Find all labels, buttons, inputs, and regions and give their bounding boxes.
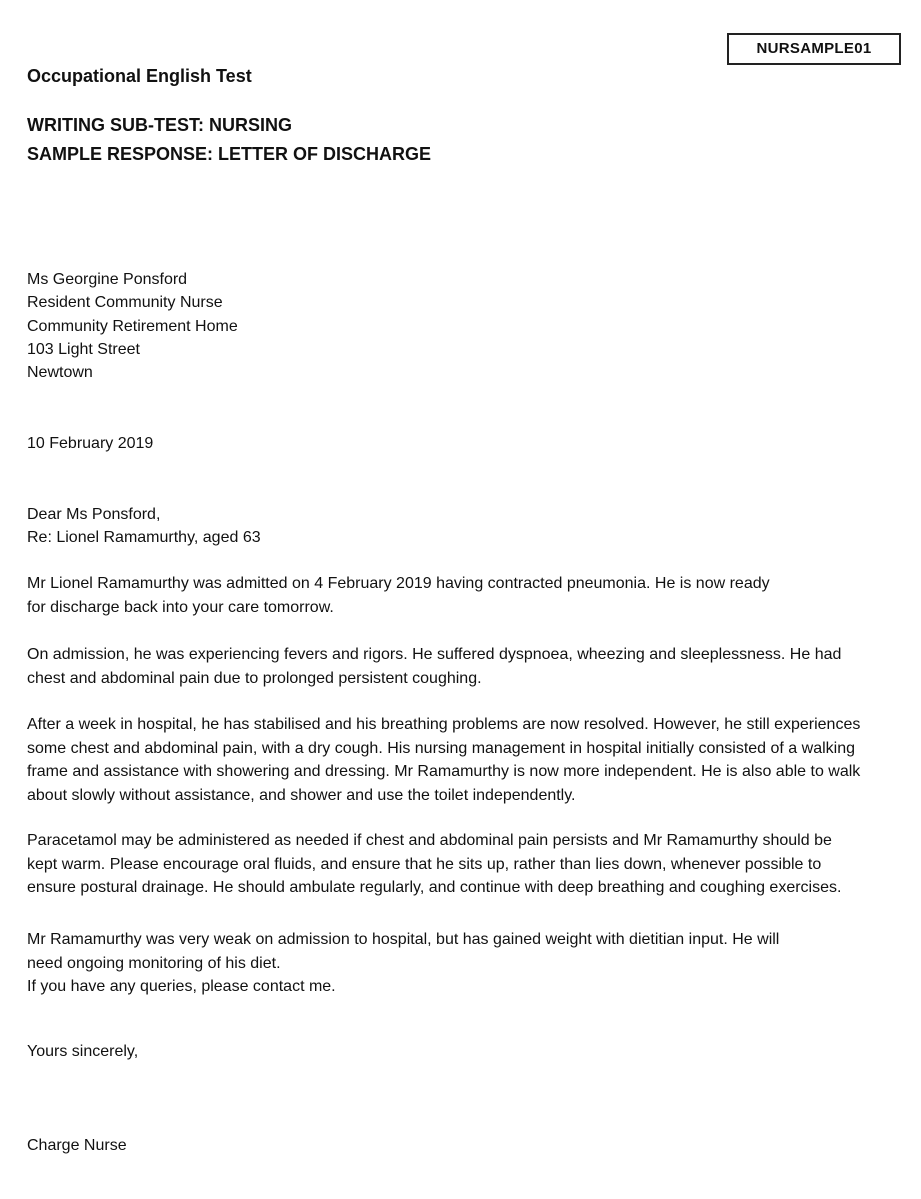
recipient-town: Newtown [27, 364, 93, 381]
body-paragraph-3 [27, 713, 902, 807]
paragraph-line: need ongoing monitoring of his diet. [27, 954, 281, 972]
document-code-badge: NURSAMPLE01 [727, 33, 901, 65]
document-title: Occupational English Test [27, 66, 252, 86]
paragraph-line: Paracetamol may be administered as needed if chest and abdominal pain persists and Mr Ramamurthy should be [27, 832, 832, 849]
subtest-heading: WRITING SUB-TEST: NURSING [27, 115, 292, 135]
closing: Yours sincerely, [27, 1043, 139, 1060]
paragraph-line: some chest and abdominal pain, with a dry cough. His nursing management in hospital initially consisted of a walking [27, 739, 856, 757]
body-paragraph-1 [27, 572, 902, 619]
salutation: Dear Ms Ponsford, [27, 506, 161, 523]
paragraph-line: After a week in hospital, he has stabilised and his breathing problems are now resolved. However, he still experiences [27, 716, 861, 733]
recipient-organisation: Community Retirement Home [27, 318, 238, 335]
body-paragraph-4 [27, 829, 902, 900]
recipient-street: 103 Light Street [27, 341, 140, 358]
body-paragraph-2 [27, 643, 902, 690]
paragraph-line: If you have any queries, please contact me. [27, 978, 336, 995]
letter-date: 10 February 2019 [27, 435, 154, 452]
response-heading: SAMPLE RESPONSE: LETTER OF DISCHARGE [27, 144, 432, 164]
body-paragraph-5 [27, 928, 902, 999]
paragraph-line: Mr Lionel Ramamurthy was admitted on 4 February 2019 having contracted pneumonia. He is now ready [27, 575, 770, 592]
paragraph-line: frame and assistance with showering and dressing. Mr Ramamurthy is now more independent. He is also able to walk [27, 763, 861, 780]
recipient-name: Ms Georgine Ponsford [27, 271, 188, 288]
paragraph-line: Mr Ramamurthy was very weak on admission to hospital, but has gained weight with dietitian input. He will [27, 931, 780, 948]
re-line: Re: Lionel Ramamurthy, aged 63 [27, 529, 261, 546]
paragraph-line: about slowly without assistance, and shower and use the toilet independently. [27, 786, 576, 804]
recipient-role: Resident Community Nurse [27, 294, 223, 311]
paragraph-line: On admission, he was experiencing fevers and rigors. He suffered dyspnoea, wheezing and sleeplessness. He had [27, 646, 842, 663]
paragraph-line: for discharge back into your care tomorrow. [27, 598, 334, 616]
paragraph-line: chest and abdominal pain due to prolonged persistent coughing. [27, 669, 482, 687]
paragraph-line: ensure postural drainage. He should ambulate regularly, and continue with deep breathing and coughing exercises. [27, 879, 842, 896]
signature-role: Charge Nurse [27, 1137, 127, 1154]
paragraph-line: kept warm. Please encourage oral fluids, and ensure that he sits up, rather than lies down, whenever possible to [27, 855, 822, 873]
